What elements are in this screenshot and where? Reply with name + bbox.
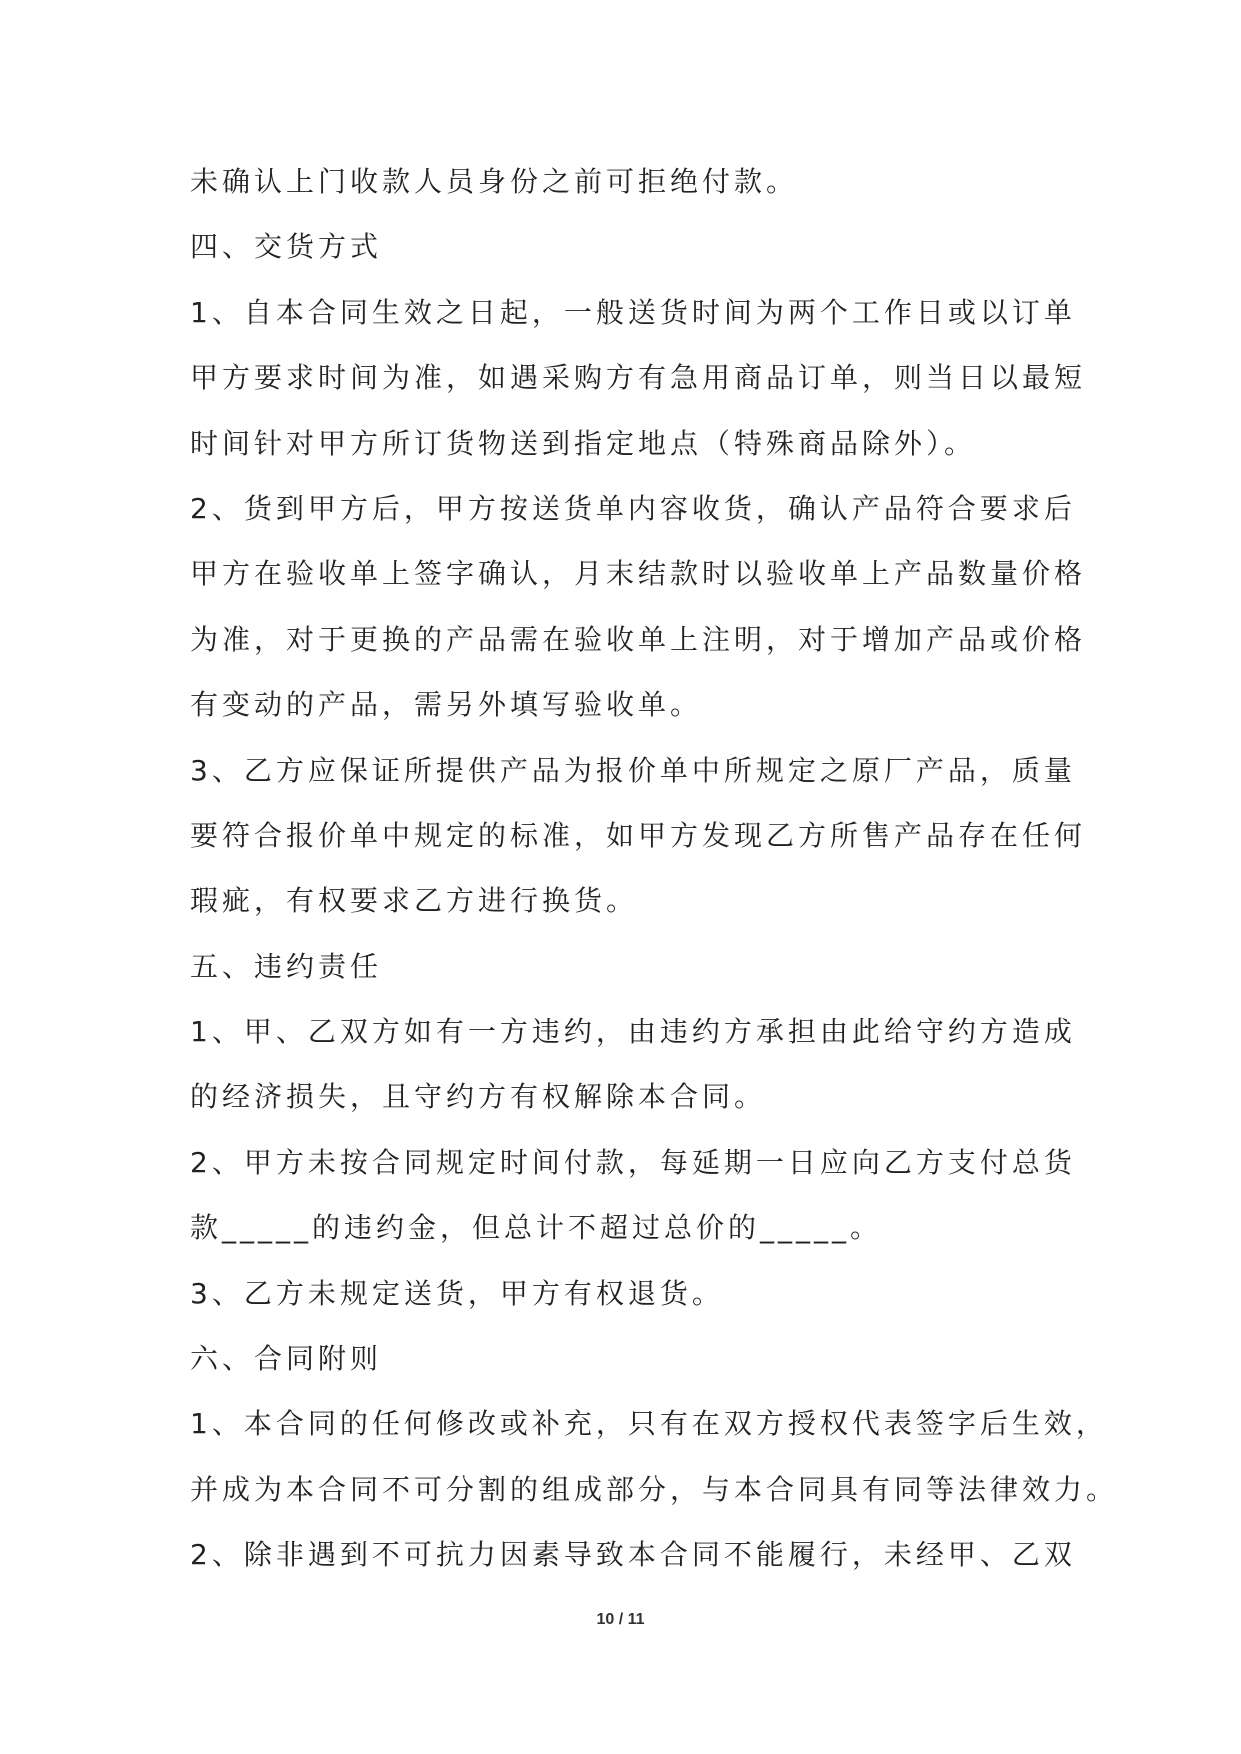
body-text-line: 3、乙方应保证所提供产品为报价单中所规定之原厂产品，质量: [190, 753, 1076, 787]
body-text-line: 甲方要求时间为准，如遇采购方有急用商品订单，则当日以最短: [190, 361, 1087, 395]
body-text-line: 时间针对甲方所订货物送到指定地点（特殊商品除外）。: [190, 426, 977, 460]
section-heading: 六、合同附则: [190, 1342, 383, 1376]
body-text-line: 瑕疵，有权要求乙方进行换货。: [190, 884, 639, 918]
section-heading: 五、违约责任: [190, 949, 383, 983]
body-text-line: 甲方在验收单上签字确认，月末结款时以验收单上产品数量价格: [190, 557, 1087, 591]
body-text-line: 的经济损失，且守约方有权解除本合同。: [190, 1080, 767, 1114]
body-text-line: 2、除非遇到不可抗力因素导致本合同不能履行，未经甲、乙双: [190, 1538, 1076, 1572]
body-text-line: 1、自本合同生效之日起，一般送货时间为两个工作日或以订单: [190, 295, 1076, 329]
page-number: 10 / 11: [596, 1611, 645, 1628]
body-text-line: 款_____的违约金，但总计不超过总价的_____。: [190, 1211, 883, 1245]
body-text-line: 2、甲方未按合同规定时间付款，每延期一日应向乙方支付总货: [190, 1145, 1076, 1179]
body-text-line: 要符合报价单中规定的标准，如甲方发现乙方所售产品存在任何: [190, 818, 1087, 852]
body-text-line: 为准，对于更换的产品需在验收单上注明，对于增加产品或价格: [190, 622, 1087, 656]
body-text-line: 并成为本合同不可分割的组成部分，与本合同具有同等法律效力。: [190, 1472, 1119, 1506]
body-text-line: 有变动的产品，需另外填写验收单。: [190, 688, 703, 722]
body-text-line: 3、乙方未规定送货，甲方有权退货。: [190, 1276, 724, 1310]
section-heading: 四、交货方式: [190, 230, 383, 264]
body-text-line: 1、甲、乙双方如有一方违约，由违约方承担由此给守约方造成: [190, 1015, 1076, 1049]
body-text-line: 1、本合同的任何修改或补充，只有在双方授权代表签字后生效，: [190, 1407, 1108, 1441]
body-text-line: 未确认上门收款人员身份之前可拒绝付款。: [190, 165, 799, 198]
body-text-line: 2、货到甲方后，甲方按送货单内容收货，确认产品符合要求后: [190, 491, 1076, 525]
document-body: [190, 160, 1119, 1599]
